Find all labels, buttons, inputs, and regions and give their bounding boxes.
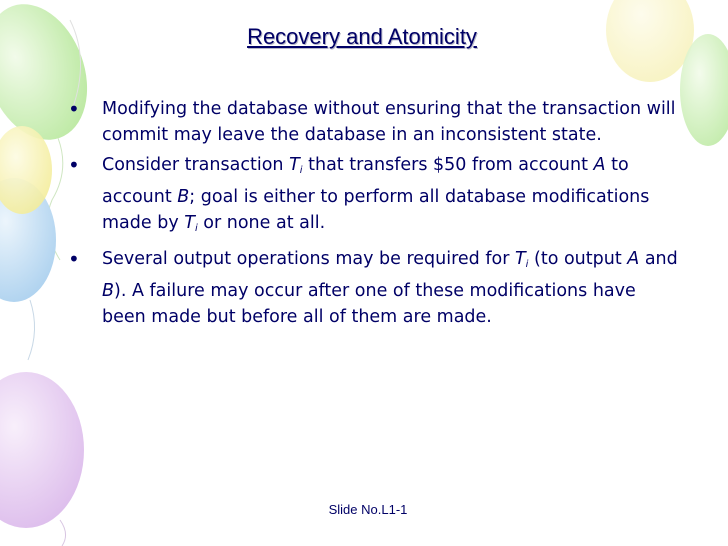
bullet-text: or none at all. [197, 213, 326, 233]
bullet-item [64, 246, 682, 330]
bullet-dot-icon: • [68, 247, 80, 271]
var-T: T [514, 249, 526, 269]
bullet-item [64, 152, 682, 242]
bullet-text: ). A failure may occur after one of these modifications have been made but before all of them are made. [102, 281, 636, 327]
subscript-i: i [299, 165, 303, 176]
bullet-text: and [639, 249, 678, 269]
bullet-text: Consider transaction [102, 155, 290, 175]
bullet-text: Modifying the database without ensuring that the transaction will commit may leave the database in an inconsistent state. [102, 99, 676, 145]
slide-footer [0, 502, 728, 517]
var-A: A [627, 249, 640, 269]
bullet-list [64, 96, 682, 334]
bullet-dot-icon: • [68, 97, 80, 121]
subscript-i: i [525, 259, 529, 270]
var-B: B [177, 187, 190, 207]
slide-title [0, 24, 728, 50]
bullet-dot-icon: • [68, 153, 80, 177]
bullet-text: that transfers $50 from account [302, 155, 594, 175]
bullet-text: ; goal is either to perform all database modifications made by [102, 187, 650, 233]
subscript-i: i [194, 223, 198, 234]
slide-title-text: Recovery and Atomicity [247, 24, 477, 49]
bullet-text: (to output [528, 249, 628, 269]
slide-number: Slide No.L1-1 [328, 502, 408, 517]
var-T: T [184, 213, 195, 233]
bullet-text: Several output operations may be required for [102, 249, 515, 269]
var-B: B [102, 281, 115, 301]
purple-balloon-bottom-left [0, 372, 84, 546]
bullet-item [64, 96, 682, 148]
bullet-text: to account [102, 155, 629, 207]
var-T: T [289, 155, 300, 175]
var-A: A [593, 155, 606, 175]
